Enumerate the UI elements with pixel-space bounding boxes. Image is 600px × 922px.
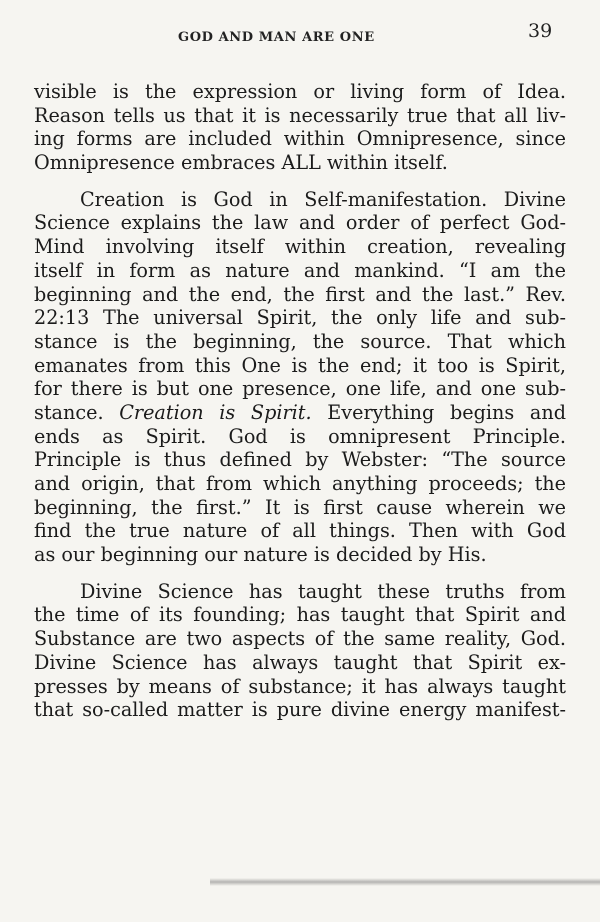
text-line: beginning and the end, the first and the last.” Rev. — [34, 282, 566, 306]
text-line: beginning, the first.” It is first cause wherein we — [34, 495, 566, 519]
text-line: the time of its founding; has taught that Spirit and — [34, 603, 566, 627]
text-line: for there is but one presence, one life, and one sub- — [34, 377, 566, 401]
text-line: presses by means of substance; it has always taught — [34, 674, 566, 698]
text-line: ing forms are included within Omnipresence, since — [34, 127, 566, 151]
text-line: Science explains the law and order of perfect God- — [34, 211, 566, 235]
text-line: Creation is God in Self-manifestation. Divine — [80, 187, 566, 211]
text-line: and origin, that from which anything proceeds; the — [34, 472, 566, 495]
italic-phrase: Creation is Spirit. — [119, 400, 312, 424]
text-line: that so-called matter is pure divine energy manifest- — [34, 698, 566, 722]
paragraph-2 — [34, 188, 566, 567]
text-line: Substance are two aspects of the same reality, God. — [34, 627, 566, 651]
paragraph-1 — [34, 80, 566, 175]
text-line: 22:13 The universal Spirit, the only life and sub- — [34, 306, 566, 330]
text-line: Divine Science has taught these truths from — [80, 579, 566, 603]
text-line: Divine Science has always taught that Spirit ex- — [34, 650, 566, 674]
text-line: itself in form as nature and mankind. “I am the — [34, 258, 566, 282]
text-line: Principle is thus defined by Webster: “The source — [34, 448, 566, 472]
text-line: as our beginning our nature is decided by His. — [34, 543, 487, 567]
text-line: Reason tells us that it is necessarily true that all liv- — [34, 103, 566, 127]
text-line: find the true nature of all things. Then with God — [34, 519, 566, 543]
paragraph-gap — [34, 175, 566, 188]
body-text — [34, 80, 566, 722]
text-line: emanates from this One is the end; it too is Spirit, — [34, 353, 566, 377]
page-edge-shadow — [210, 878, 600, 886]
text-line: stance is the beginning, the source. That which — [34, 329, 566, 353]
text-line: Mind involving itself within creation, revealing — [34, 235, 566, 259]
text-line: ends as Spirit. God is omnipresent Principle. — [34, 424, 566, 448]
text-line: visible is the expression or living form of Idea. — [34, 80, 566, 103]
paragraph-gap — [34, 567, 566, 580]
paragraph-3 — [34, 580, 566, 722]
page-number: 39 — [528, 20, 553, 42]
text-line: stance. Creation is Spirit. Everything begins and — [34, 400, 566, 424]
running-title: GOD AND MAN ARE ONE — [178, 30, 375, 45]
text-line: Omnipresence embraces ALL within itself. — [34, 151, 448, 175]
